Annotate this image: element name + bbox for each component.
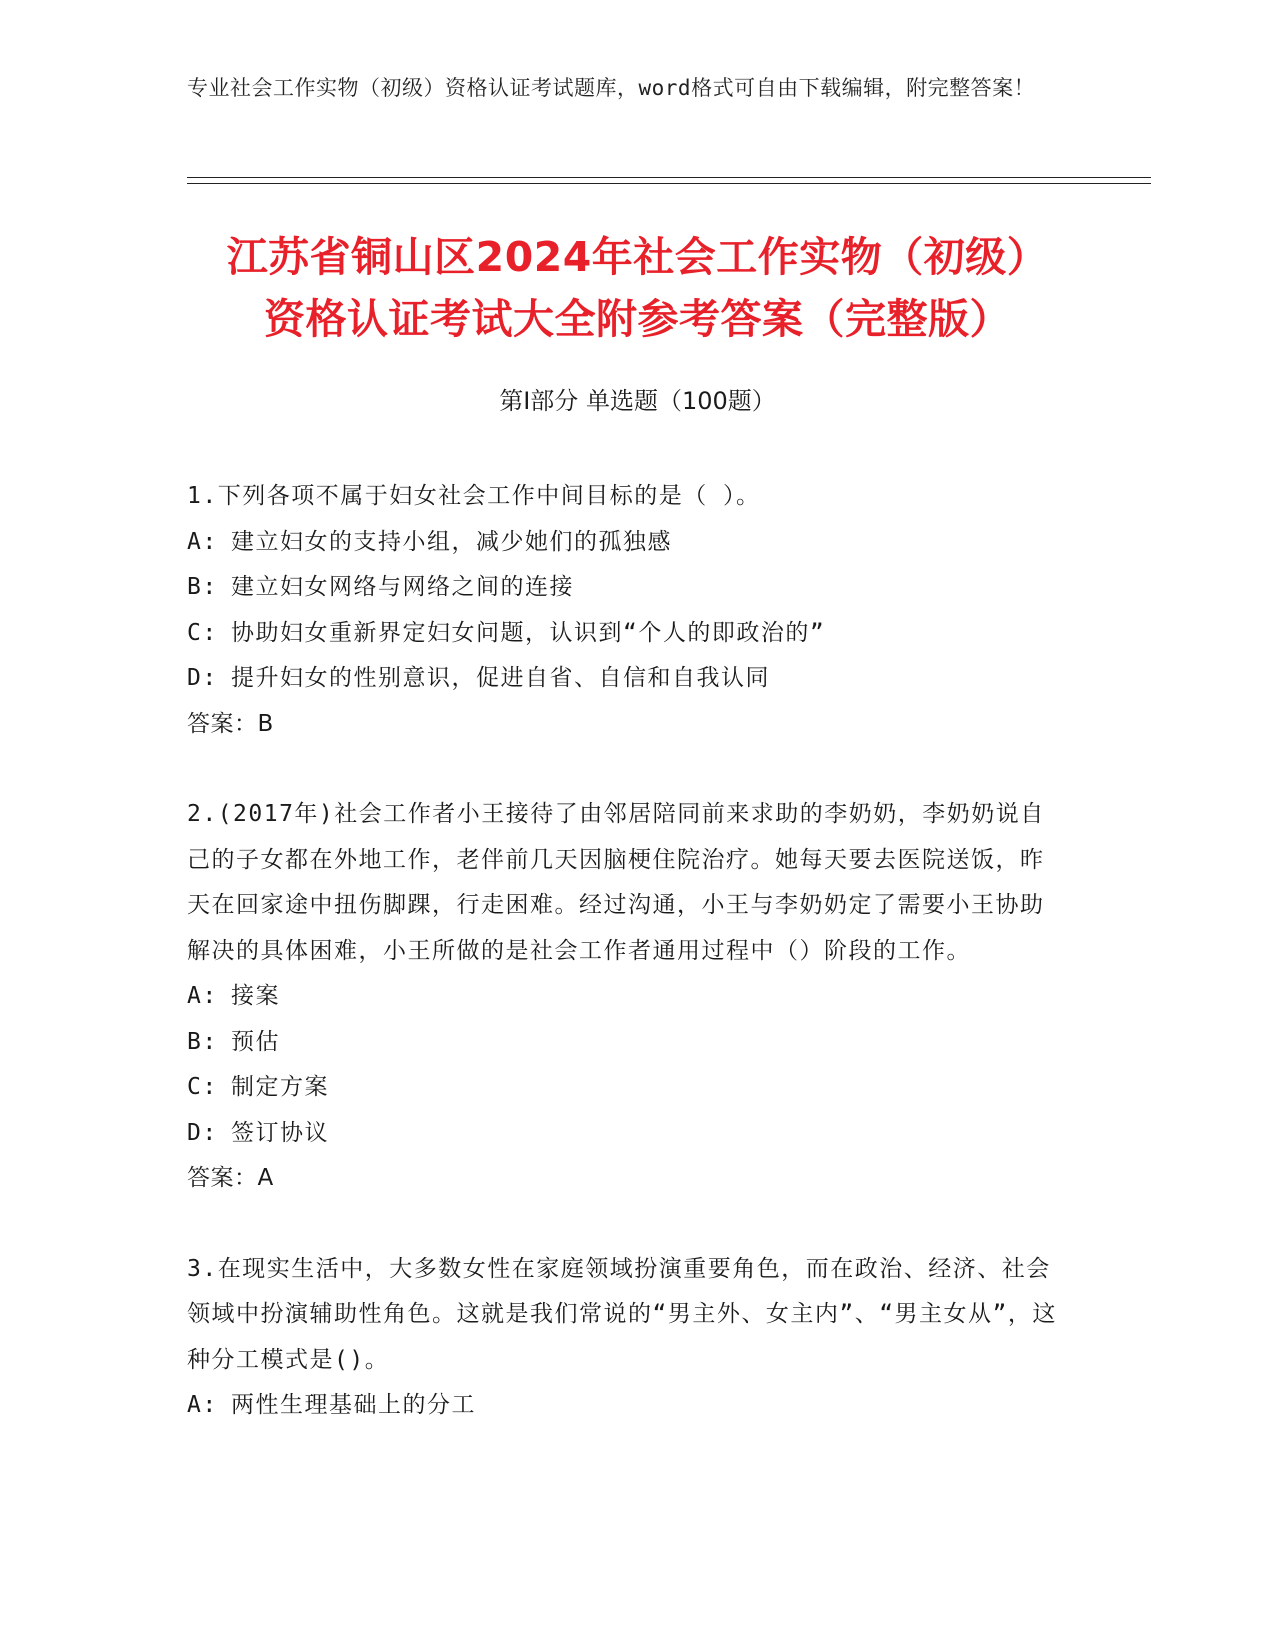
question-list [187, 474, 1067, 1474]
header-note: 专业社会工作实物（初级）资格认证考试题库，word格式可自由下载编辑，附完整答案！ [187, 76, 1036, 100]
option-text: 协助妇女重新界定妇女问题，认识到“个人的即政治的” [231, 619, 826, 646]
option-text: 签订协议 [231, 1119, 329, 1146]
option-letter: D: [187, 665, 218, 691]
option-text: 提升妇女的性别意识，促进自省、自信和自我认同 [231, 665, 770, 691]
option-a [187, 1383, 1067, 1429]
option-letter: C: [187, 619, 218, 646]
answer-line: 答案：A [187, 1165, 274, 1191]
option-b [187, 1020, 1067, 1066]
option-text: 建立妇女的支持小组，减少她们的孤独感 [231, 528, 672, 555]
answer-line: 答案：B [187, 710, 274, 737]
section-title: 第Ⅰ部分 单选题（100题） [499, 387, 776, 415]
header-divider-bottom [187, 183, 1151, 184]
question-item [187, 1247, 1067, 1429]
option-a [187, 520, 1067, 566]
question-item [187, 474, 1067, 747]
document-title-line-2: 资格认证考试大全附参考答案（完整版） [264, 295, 1011, 343]
option-text: 两性生理基础上的分工 [231, 1392, 476, 1418]
option-text: 建立妇女网络与网络之间的连接 [231, 574, 574, 600]
document-title-line-1: 江苏省铜山区2024年社会工作实物（初级） [226, 233, 1049, 281]
option-letter: A: [187, 528, 218, 555]
question-stem: 1.下列各项不属于妇女社会工作中间目标的是（ ）。 [187, 483, 761, 509]
option-letter: A: [187, 983, 218, 1009]
option-text: 制定方案 [231, 1074, 329, 1100]
option-c [187, 1065, 1067, 1111]
question-item [187, 792, 1067, 1202]
document-title [150, 226, 1125, 350]
option-c [187, 611, 1067, 657]
header-divider-top [187, 177, 1151, 178]
option-letter: D: [187, 1119, 218, 1146]
option-text: 预估 [231, 1028, 280, 1055]
question-stem: 3.在现实生活中，大多数女性在家庭领域扮演重要角色，而在政治、经济、社会领域中扮演辅助性角色。这就是我们常说的“男主外、女主内”、“男主女从”，这种分工模式是()。 [187, 1255, 1057, 1373]
option-a [187, 974, 1067, 1020]
option-letter: A: [187, 1392, 218, 1418]
option-letter: C: [187, 1074, 218, 1100]
option-text: 接案 [231, 983, 280, 1009]
question-stem: 2.(2017年)社会工作者小王接待了由邻居陪同前来求助的李奶奶，李奶奶说自己的子女都在外地工作，老伴前几天因脑梗住院治疗。她每天要去医院送饭，昨天在回家途中扭伤脚踝，行走困难。经过沟通，小王与李奶奶定了需要小王协助解决的具体困难，小王所做的是社会工作者通用过程中（）阶段的工作。 [187, 801, 1045, 964]
option-b [187, 565, 1067, 611]
option-d [187, 1111, 1067, 1157]
option-letter: B: [187, 574, 218, 600]
option-letter: B: [187, 1028, 218, 1055]
option-d [187, 656, 1067, 702]
